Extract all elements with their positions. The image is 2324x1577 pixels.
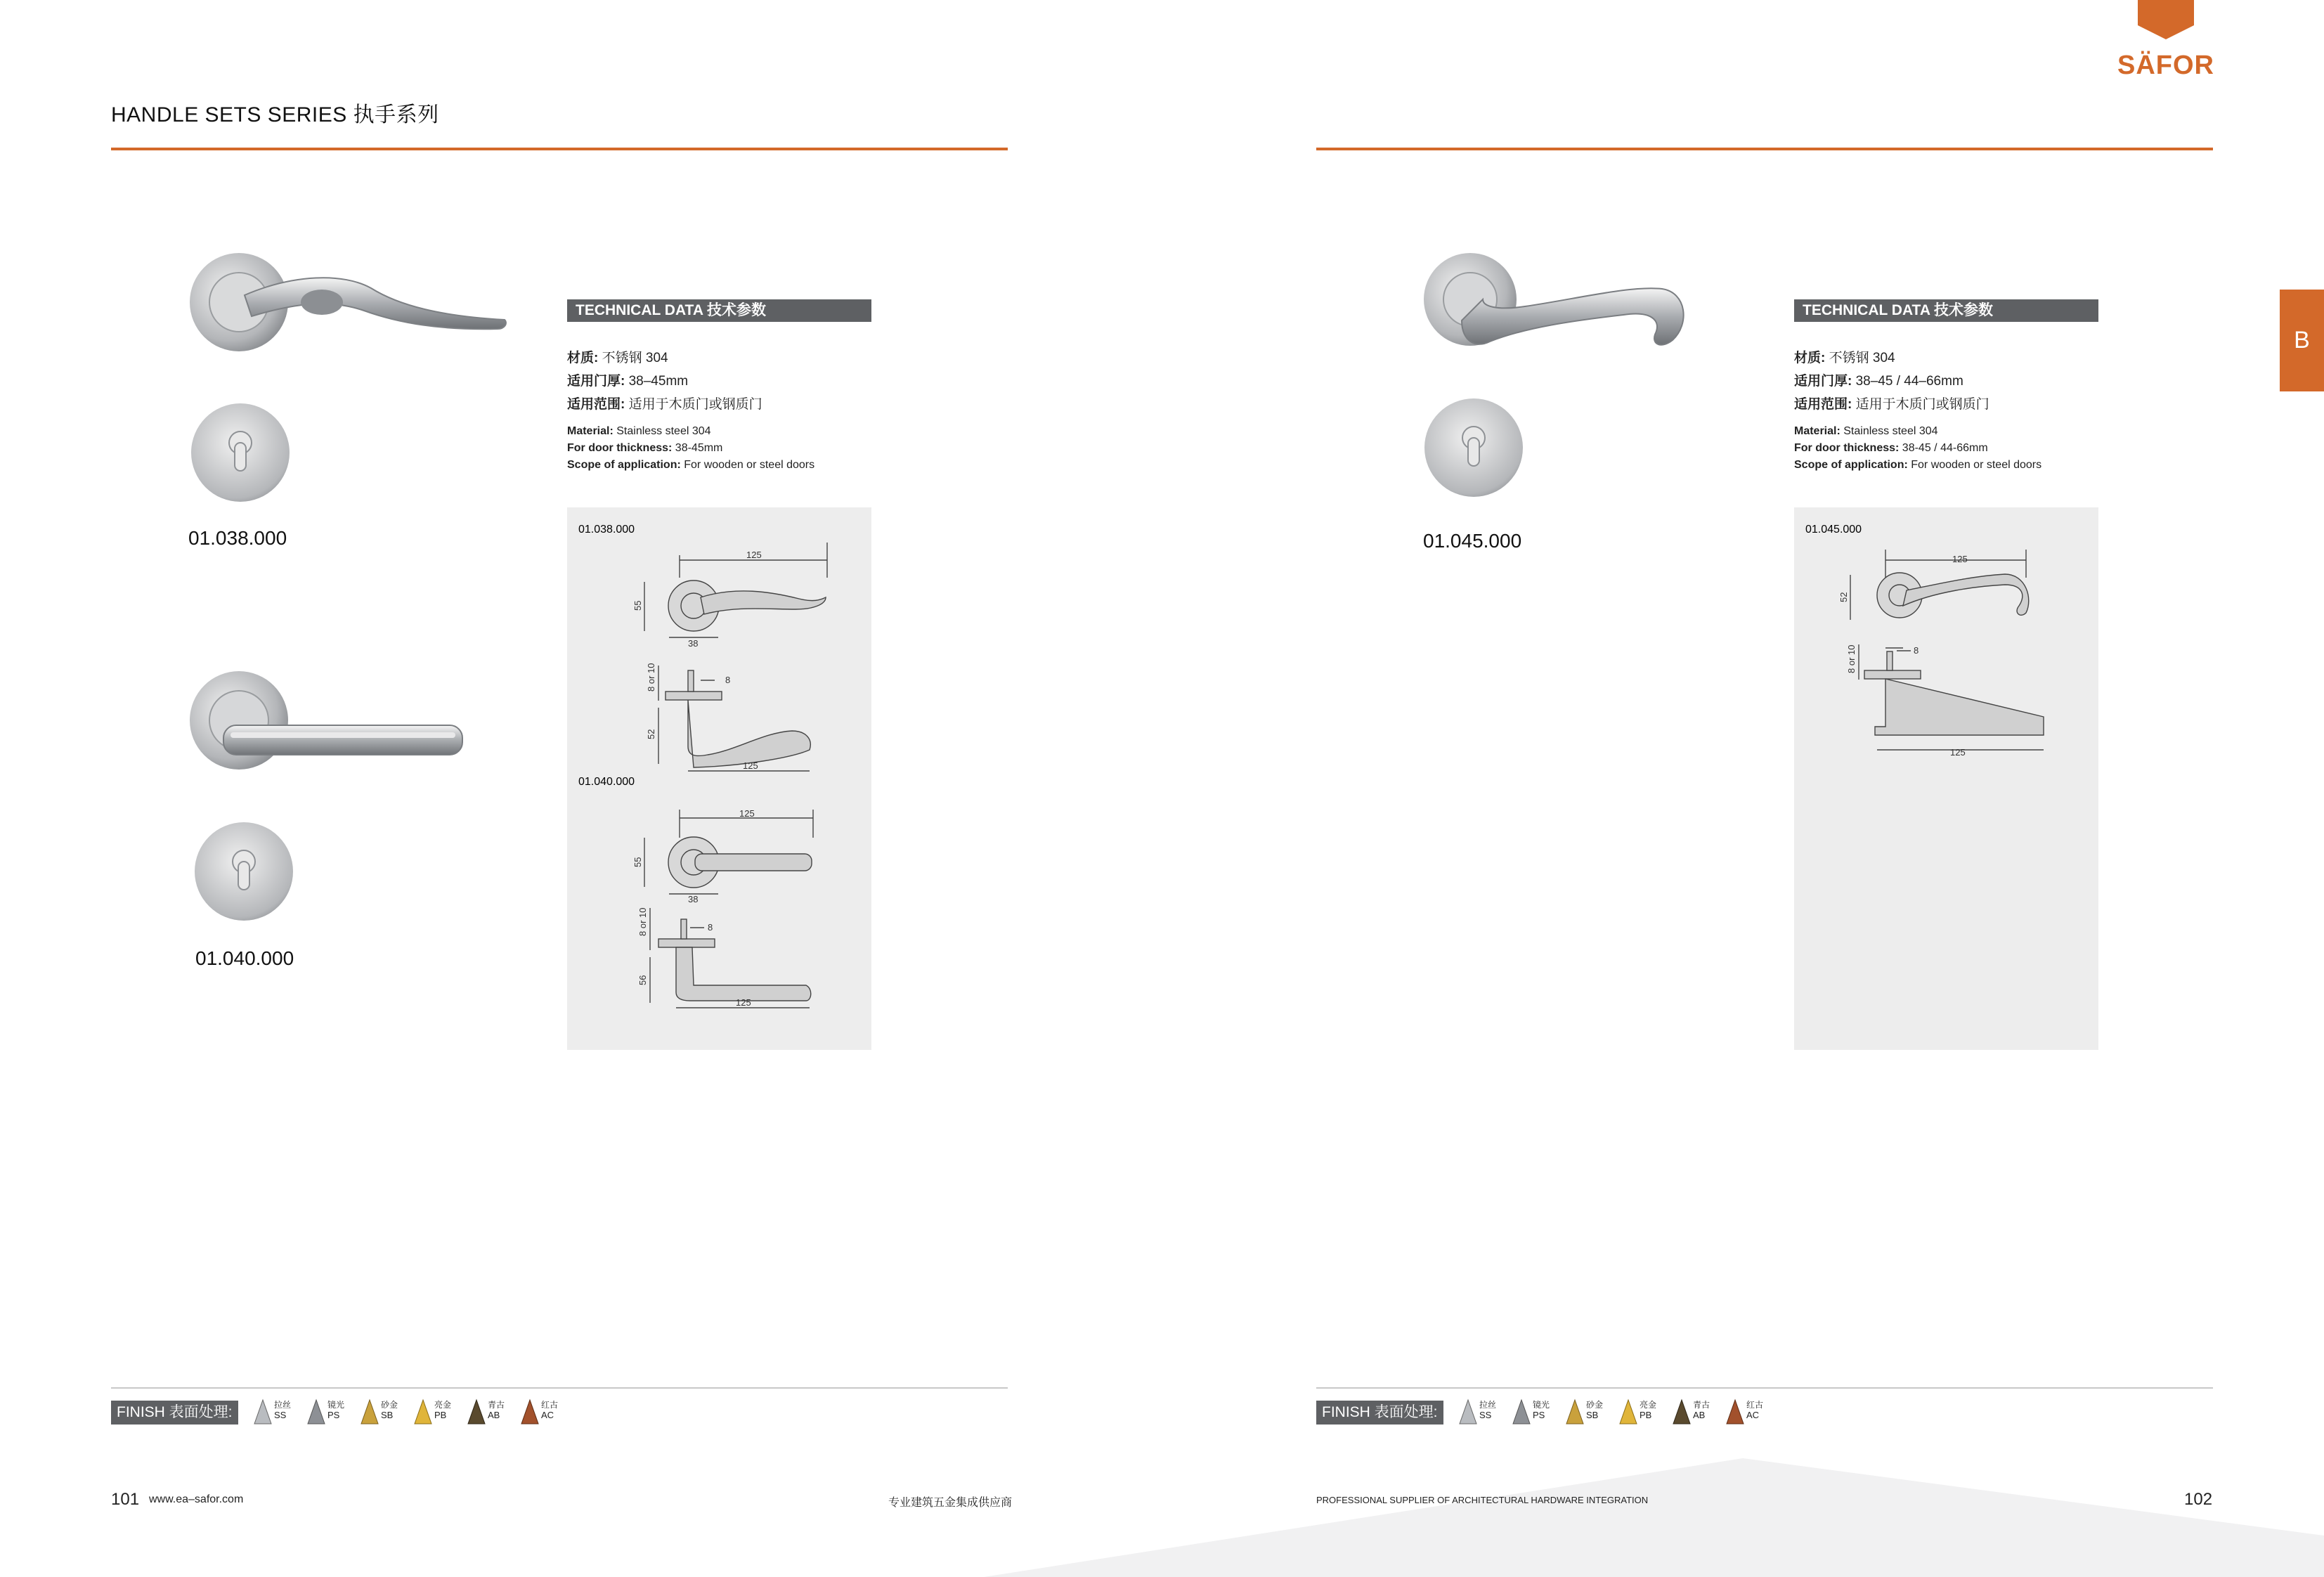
finish-label: FINISH 表面处理: (1316, 1401, 1443, 1425)
technical-drawing-panel (567, 507, 871, 1050)
svg-text:125: 125 (1950, 747, 1966, 758)
finish-sb: 砂金 SB (360, 1398, 409, 1427)
spec-scope-en: Scope of application: For wooden or steel doors (1794, 459, 2042, 471)
logo-shield-icon (2138, 0, 2194, 39)
finish-ps: 镜光 PS (306, 1398, 356, 1427)
drawing-code-01-038: 01.038.000 (578, 524, 635, 536)
cone-swatch-icon (253, 1398, 273, 1427)
svg-text:52: 52 (646, 729, 656, 739)
finish-swatches (253, 1398, 576, 1429)
product-code-01-045: 01.045.000 (1423, 530, 1522, 552)
svg-text:8 or 10: 8 or 10 (637, 907, 648, 936)
finish-sb: 砂金 SB (1565, 1398, 1614, 1427)
svg-text:125: 125 (746, 550, 762, 560)
finish-ab: 青古 AB (1672, 1398, 1721, 1427)
left-footer-rule (111, 1387, 1008, 1389)
spec-material-cn: 材质: 不锈钢 304 (1794, 351, 1895, 365)
product-image-01-038-rose (190, 402, 292, 504)
finish-ac: 红古 AC (520, 1398, 569, 1427)
lever-handle-icon (188, 246, 512, 358)
finish-ss: 拉丝 SS (1458, 1398, 1507, 1427)
finish-ab: 青古 AB (467, 1398, 516, 1427)
cone-swatch-icon (360, 1398, 379, 1427)
dimension-drawing (567, 507, 871, 1050)
cone-swatch-icon (1458, 1398, 1478, 1427)
page-number-left: 101 (111, 1490, 140, 1509)
finish-swatches (1458, 1398, 1781, 1429)
product-image-01-045-handle (1420, 250, 1701, 363)
product-code-01-038: 01.038.000 (188, 527, 287, 549)
straight-lever-icon (188, 668, 469, 773)
cylinder-escutcheon-icon (190, 402, 292, 504)
svg-text:125: 125 (1952, 554, 1968, 564)
spec-scope-cn: 适用范围: 适用于木质门或钢质门 (567, 397, 762, 412)
page-number-right: 102 (2184, 1490, 2213, 1509)
slogan-cn: 专业建筑五金集成供应商 (888, 1497, 1013, 1509)
footer-background-shape (984, 1458, 2324, 1577)
svg-text:8: 8 (725, 675, 731, 685)
finish-ps: 镜光 PS (1512, 1398, 1561, 1427)
spec-scope-cn: 适用范围: 适用于木质门或钢质门 (1794, 397, 1989, 412)
cone-swatch-icon (1618, 1398, 1638, 1427)
cone-swatch-icon (1512, 1398, 1531, 1427)
section-tab-b[interactable]: B (2280, 290, 2324, 391)
product-image-01-040-rose (193, 821, 295, 923)
svg-text:125: 125 (736, 997, 751, 1008)
svg-text:8 or 10: 8 or 10 (1846, 644, 1857, 673)
series-title: HANDLE SETS SERIES 执手系列 (111, 103, 439, 126)
logo-text: SÄFOR (2117, 51, 2214, 80)
finish-ss: 拉丝 SS (253, 1398, 302, 1427)
website-link[interactable]: www.ea–safor.com (149, 1493, 244, 1505)
spec-material-en: Material: Stainless steel 304 (567, 425, 711, 437)
svg-text:56: 56 (637, 975, 648, 985)
svg-text:38: 38 (688, 638, 699, 649)
left-header-rule (111, 148, 1008, 150)
spec-thickness-cn: 适用门厚: 38–45 / 44–66mm (1794, 374, 1963, 389)
dimension-drawing (1794, 507, 2098, 1050)
technical-data-header: TECHNICAL DATA 技术参数 (1794, 299, 2098, 322)
spec-thickness-cn: 适用门厚: 38–45mm (567, 374, 689, 389)
slogan-en: PROFESSIONAL SUPPLIER OF ARCHITECTURAL HARDWARE INTEGRATION (1316, 1495, 1649, 1505)
cone-swatch-icon (1565, 1398, 1585, 1427)
cone-swatch-icon (520, 1398, 540, 1427)
cone-swatch-icon (1672, 1398, 1692, 1427)
finish-pb: 亮金 PB (413, 1398, 462, 1427)
svg-text:8 or 10: 8 or 10 (646, 663, 656, 692)
svg-text:55: 55 (632, 600, 643, 611)
spec-material-cn: 材质: 不锈钢 304 (567, 351, 668, 365)
right-footer-rule (1316, 1387, 2213, 1389)
technical-data-header: TECHNICAL DATA 技术参数 (567, 299, 871, 322)
spec-scope-en: Scope of application: For wooden or steel doors (567, 459, 815, 471)
scroll-lever-icon (1420, 250, 1701, 363)
cone-swatch-icon (306, 1398, 326, 1427)
svg-text:52: 52 (1838, 592, 1849, 602)
product-image-01-038-handle (188, 246, 512, 358)
svg-text:125: 125 (743, 760, 758, 771)
svg-text:38: 38 (688, 894, 699, 904)
spec-thickness-en: For door thickness: 38-45 / 44-66mm (1794, 442, 1988, 454)
drawing-code-01-045: 01.045.000 (1805, 524, 1862, 536)
cylinder-escutcheon-icon (193, 821, 295, 923)
cone-swatch-icon (1725, 1398, 1745, 1427)
product-image-01-045-rose (1423, 397, 1525, 499)
drawing-code-01-040: 01.040.000 (578, 776, 635, 788)
product-code-01-040: 01.040.000 (195, 947, 294, 969)
finish-ac: 红古 AC (1725, 1398, 1774, 1427)
spec-material-en: Material: Stainless steel 304 (1794, 425, 1938, 437)
svg-text:8: 8 (708, 922, 713, 933)
right-header-rule (1316, 148, 2213, 150)
technical-drawing-panel (1794, 507, 2098, 1050)
cone-swatch-icon (467, 1398, 486, 1427)
svg-text:55: 55 (632, 857, 643, 867)
brand-logo (2114, 0, 2218, 84)
cylinder-escutcheon-icon (1423, 397, 1525, 499)
cone-swatch-icon (413, 1398, 433, 1427)
svg-text:8: 8 (1914, 645, 1919, 656)
spec-thickness-en: For door thickness: 38-45mm (567, 442, 723, 454)
svg-text:125: 125 (739, 808, 755, 819)
finish-label: FINISH 表面处理: (111, 1401, 238, 1425)
product-image-01-040-handle (188, 668, 469, 773)
finish-pb: 亮金 PB (1618, 1398, 1668, 1427)
